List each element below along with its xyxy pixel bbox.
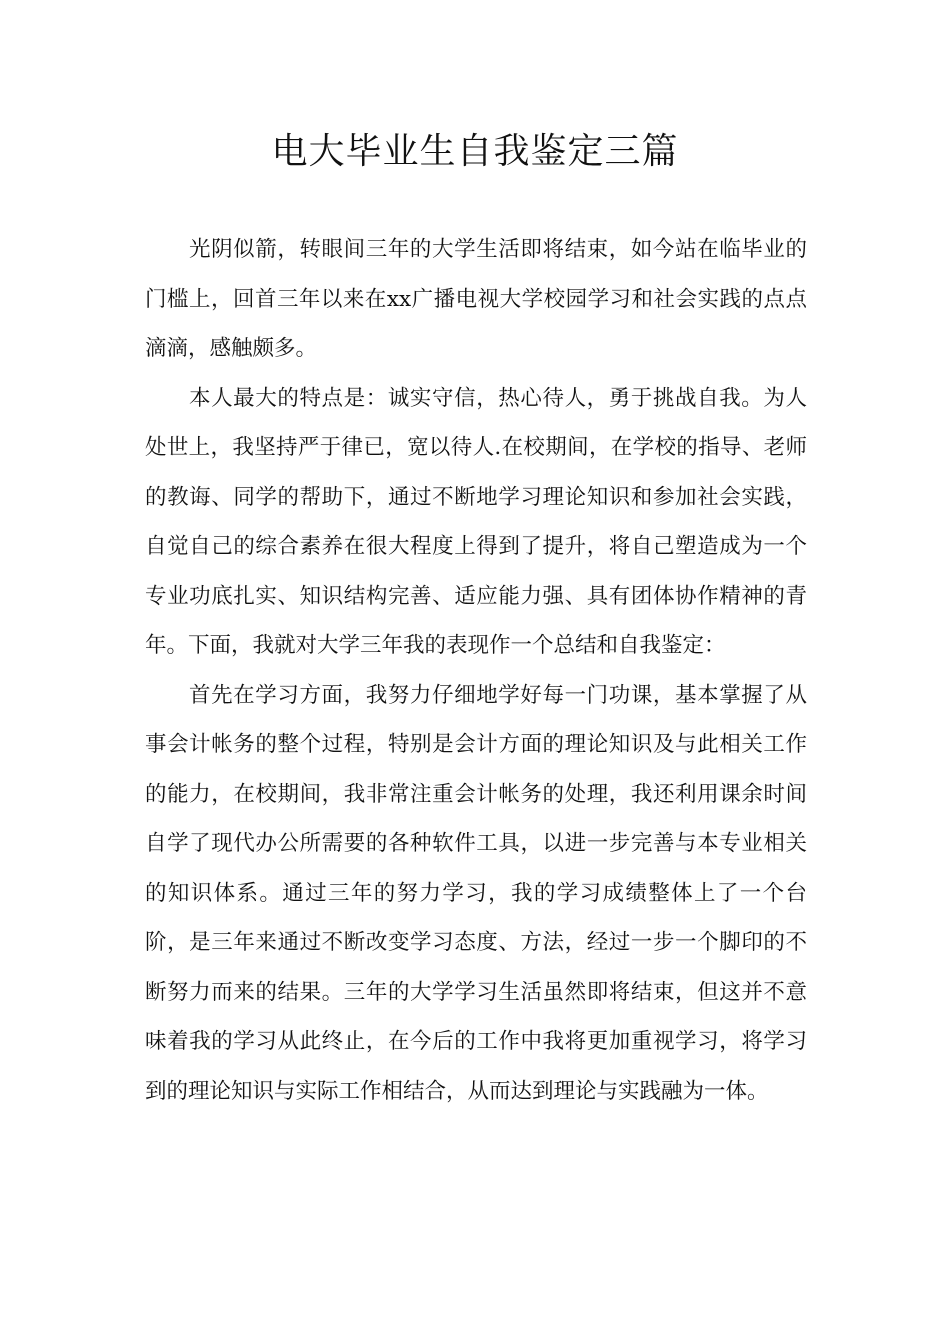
paragraph-study: 首先在学习方面，我努力仔细地学好每一门功课，基本掌握了从事会计帐务的整个过程，特别是会计方面的理论知识及与此相关工作的能力，在校期间，我非常注重会计帐务的处理，我还利用课余时间自学了现代办公所需要的各种软件工具，以进一步完善与本专业相关的知识体系。通过三年的努力学习，我的学习成绩整体上了一个台阶，是三年来通过不断改变学习态度、方法，经过一步一个脚印的不断努力而来的结果。三年的大学学习生活虽然即将结束，但这并不意味着我的学习从此终止，在今后的工作中我将更加重视学习，将学习到的理论知识与实际工作相结合，从而达到理论与实践融为一体。 [145, 682, 807, 1104]
document-title: 电大毕业生自我鉴定三篇 [271, 131, 679, 172]
paragraph-intro: 光阴似箭，转眼间三年的大学生活即将结束，如今站在临毕业的门槛上，回首三年以来在xx广播电视大学校园学习和社会实践的点点滴滴，感触颇多。 [145, 237, 807, 361]
paragraph-characteristics: 本人最大的特点是：诚实守信，热心待人，勇于挑战自我。为人处世上，我坚持严于律已，宽以待人.在校期间，在学校的指导、老师的教诲、同学的帮助下，通过不断地学习理论知识和参加社会实践，自觉自己的综合素养在很大程度上得到了提升，将自己塑造成为一个专业功底扎实、知识结构完善、适应能力强、具有团体协作精神的青年。下面，我就对大学三年我的表现作一个总结和自我鉴定： [145, 385, 807, 658]
document-body [145, 225, 807, 1116]
